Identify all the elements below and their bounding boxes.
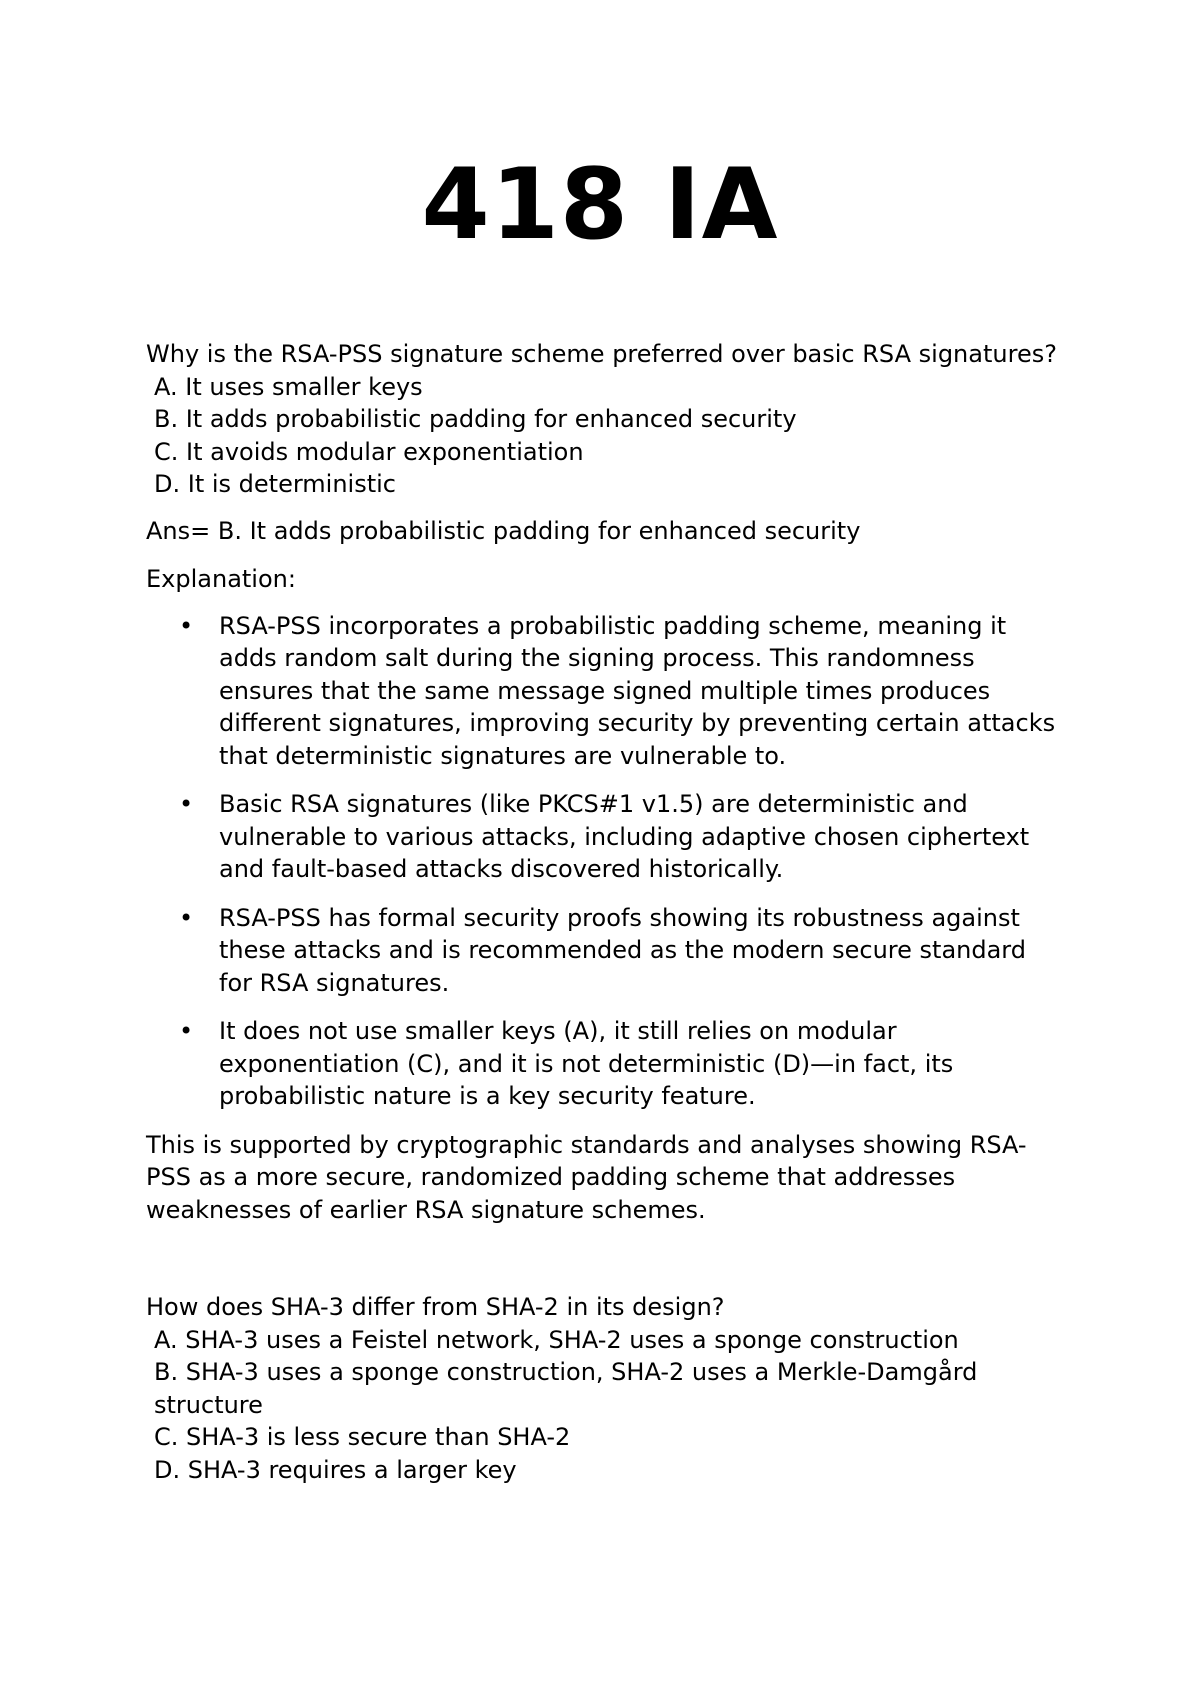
option-d: D. It is deterministic bbox=[154, 470, 396, 498]
option-b: B. It adds probabilistic padding for enhanced security bbox=[154, 405, 797, 433]
document-body bbox=[146, 338, 1066, 1486]
bullet-icon: • bbox=[179, 903, 194, 932]
question-text: Why is the RSA-PSS signature scheme preferred over basic RSA signatures? bbox=[146, 340, 1057, 368]
list-item bbox=[179, 902, 1066, 1000]
option-c: C. SHA-3 is less secure than SHA-2 bbox=[154, 1423, 571, 1451]
question-text: How does SHA-3 differ from SHA-2 in its design? bbox=[146, 1293, 725, 1321]
option-d: D. SHA-3 requires a larger key bbox=[154, 1455, 517, 1484]
page-title: 418 IA bbox=[421, 148, 779, 262]
list-item bbox=[179, 788, 1066, 886]
explanation-label: Explanation: bbox=[146, 565, 296, 593]
option-a: A. It uses smaller keys bbox=[154, 372, 423, 401]
bullet-icon: • bbox=[179, 611, 194, 640]
bullet-icon: • bbox=[179, 790, 194, 818]
list-item bbox=[179, 1015, 1066, 1113]
question-1 bbox=[146, 338, 1066, 1226]
option-a: A. SHA-3 uses a Feistel network, SHA-2 uses a sponge construction bbox=[154, 1325, 959, 1354]
bullet-icon: • bbox=[179, 1017, 194, 1045]
list-item bbox=[179, 610, 1066, 773]
option-b: B. SHA-3 uses a sponge construction, SHA-2 uses a Merkle-Damgård structure bbox=[154, 1358, 978, 1419]
answer-line: Ans= B. It adds probabilistic padding for enhanced security bbox=[146, 516, 861, 545]
list-item-text: RSA-PSS incorporates a probabilistic padding scheme, meaning it adds random salt during the signing process. This randomness ensures that the same message signed multiple times produces different signatures, improving security by preventing certain attacks that deterministic signatures are vulnerable to. bbox=[219, 611, 1056, 770]
summary-paragraph: This is supported by cryptographic standards and analyses showing RSA-PSS as a more secure, randomized padding scheme that addresses weaknesses of earlier RSA signature schemes. bbox=[146, 1130, 1027, 1224]
list-item-text: RSA-PSS has formal security proofs showing its robustness against these attacks and is recommended as the modern secure standard for RSA signatures. bbox=[219, 903, 1026, 997]
option-c: C. It avoids modular exponentiation bbox=[154, 437, 584, 466]
list-item-text: It does not use smaller keys (A), it still relies on modular exponentiation (C), and it is not deterministic (D)—in fact, its probabilistic nature is a key security feature. bbox=[219, 1017, 954, 1110]
explanation-list bbox=[146, 610, 1066, 1113]
list-item-text: Basic RSA signatures (like PKCS#1 v1.5) are deterministic and vulnerable to various attacks, including adaptive chosen ciphertext and fault-based attacks discovered historically. bbox=[219, 790, 1030, 883]
question-2 bbox=[146, 1291, 1066, 1486]
